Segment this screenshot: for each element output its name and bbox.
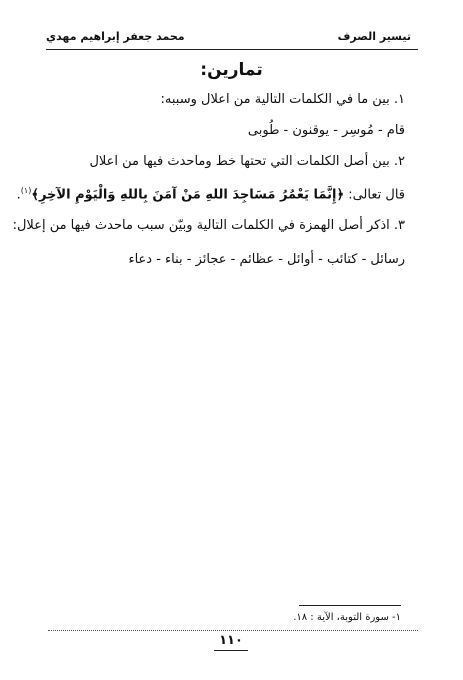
exercise-3-words: رسائل - كتائب - أوائل - عظائم - عجائز - بناء - دعاء xyxy=(128,252,405,267)
running-header-title: تيسير الصرف xyxy=(337,30,411,43)
exercise-3-question: ٣. اذكر أصل الهمزة في الكلمات التالية وبيّن سبب ماحدث فيها من إعلال: xyxy=(12,218,405,233)
footnote-divider xyxy=(299,605,401,606)
exercise-1-words: قام - مُوسِر - يوقنون - طُوبى xyxy=(247,123,405,138)
running-header-author: محمد جعفر إبراهيم مهدي xyxy=(46,30,185,43)
section-title: تمارين: xyxy=(200,60,263,80)
quran-verse: ﴿إِنَّمَا يَعْمُرُ مَسَاجِدَ اللهِ مَنْ آمَنَ بِاللهِ وَالْيَوْمِ الآخِرِ﴾ xyxy=(31,187,345,203)
exercise-1-question: ١. بين ما في الكلمات التالية من اعلال وسببه: xyxy=(160,92,405,107)
header-divider xyxy=(46,49,418,50)
exercise-2-verse-line xyxy=(17,186,405,202)
footnote: ١- سورة التوبة، الآية : ١٨. xyxy=(293,612,401,623)
footer-divider xyxy=(48,630,418,631)
exercise-2-question: ٢. بين أصل الكلمات التي تحتها خط وماحدث فيها من اعلال xyxy=(89,154,405,169)
verse-intro: قال تعالى: xyxy=(348,187,405,203)
page-number: ١١٠ xyxy=(214,632,248,651)
footnote-reference: (١) xyxy=(20,186,32,195)
verse-end-mark: . xyxy=(16,187,21,203)
